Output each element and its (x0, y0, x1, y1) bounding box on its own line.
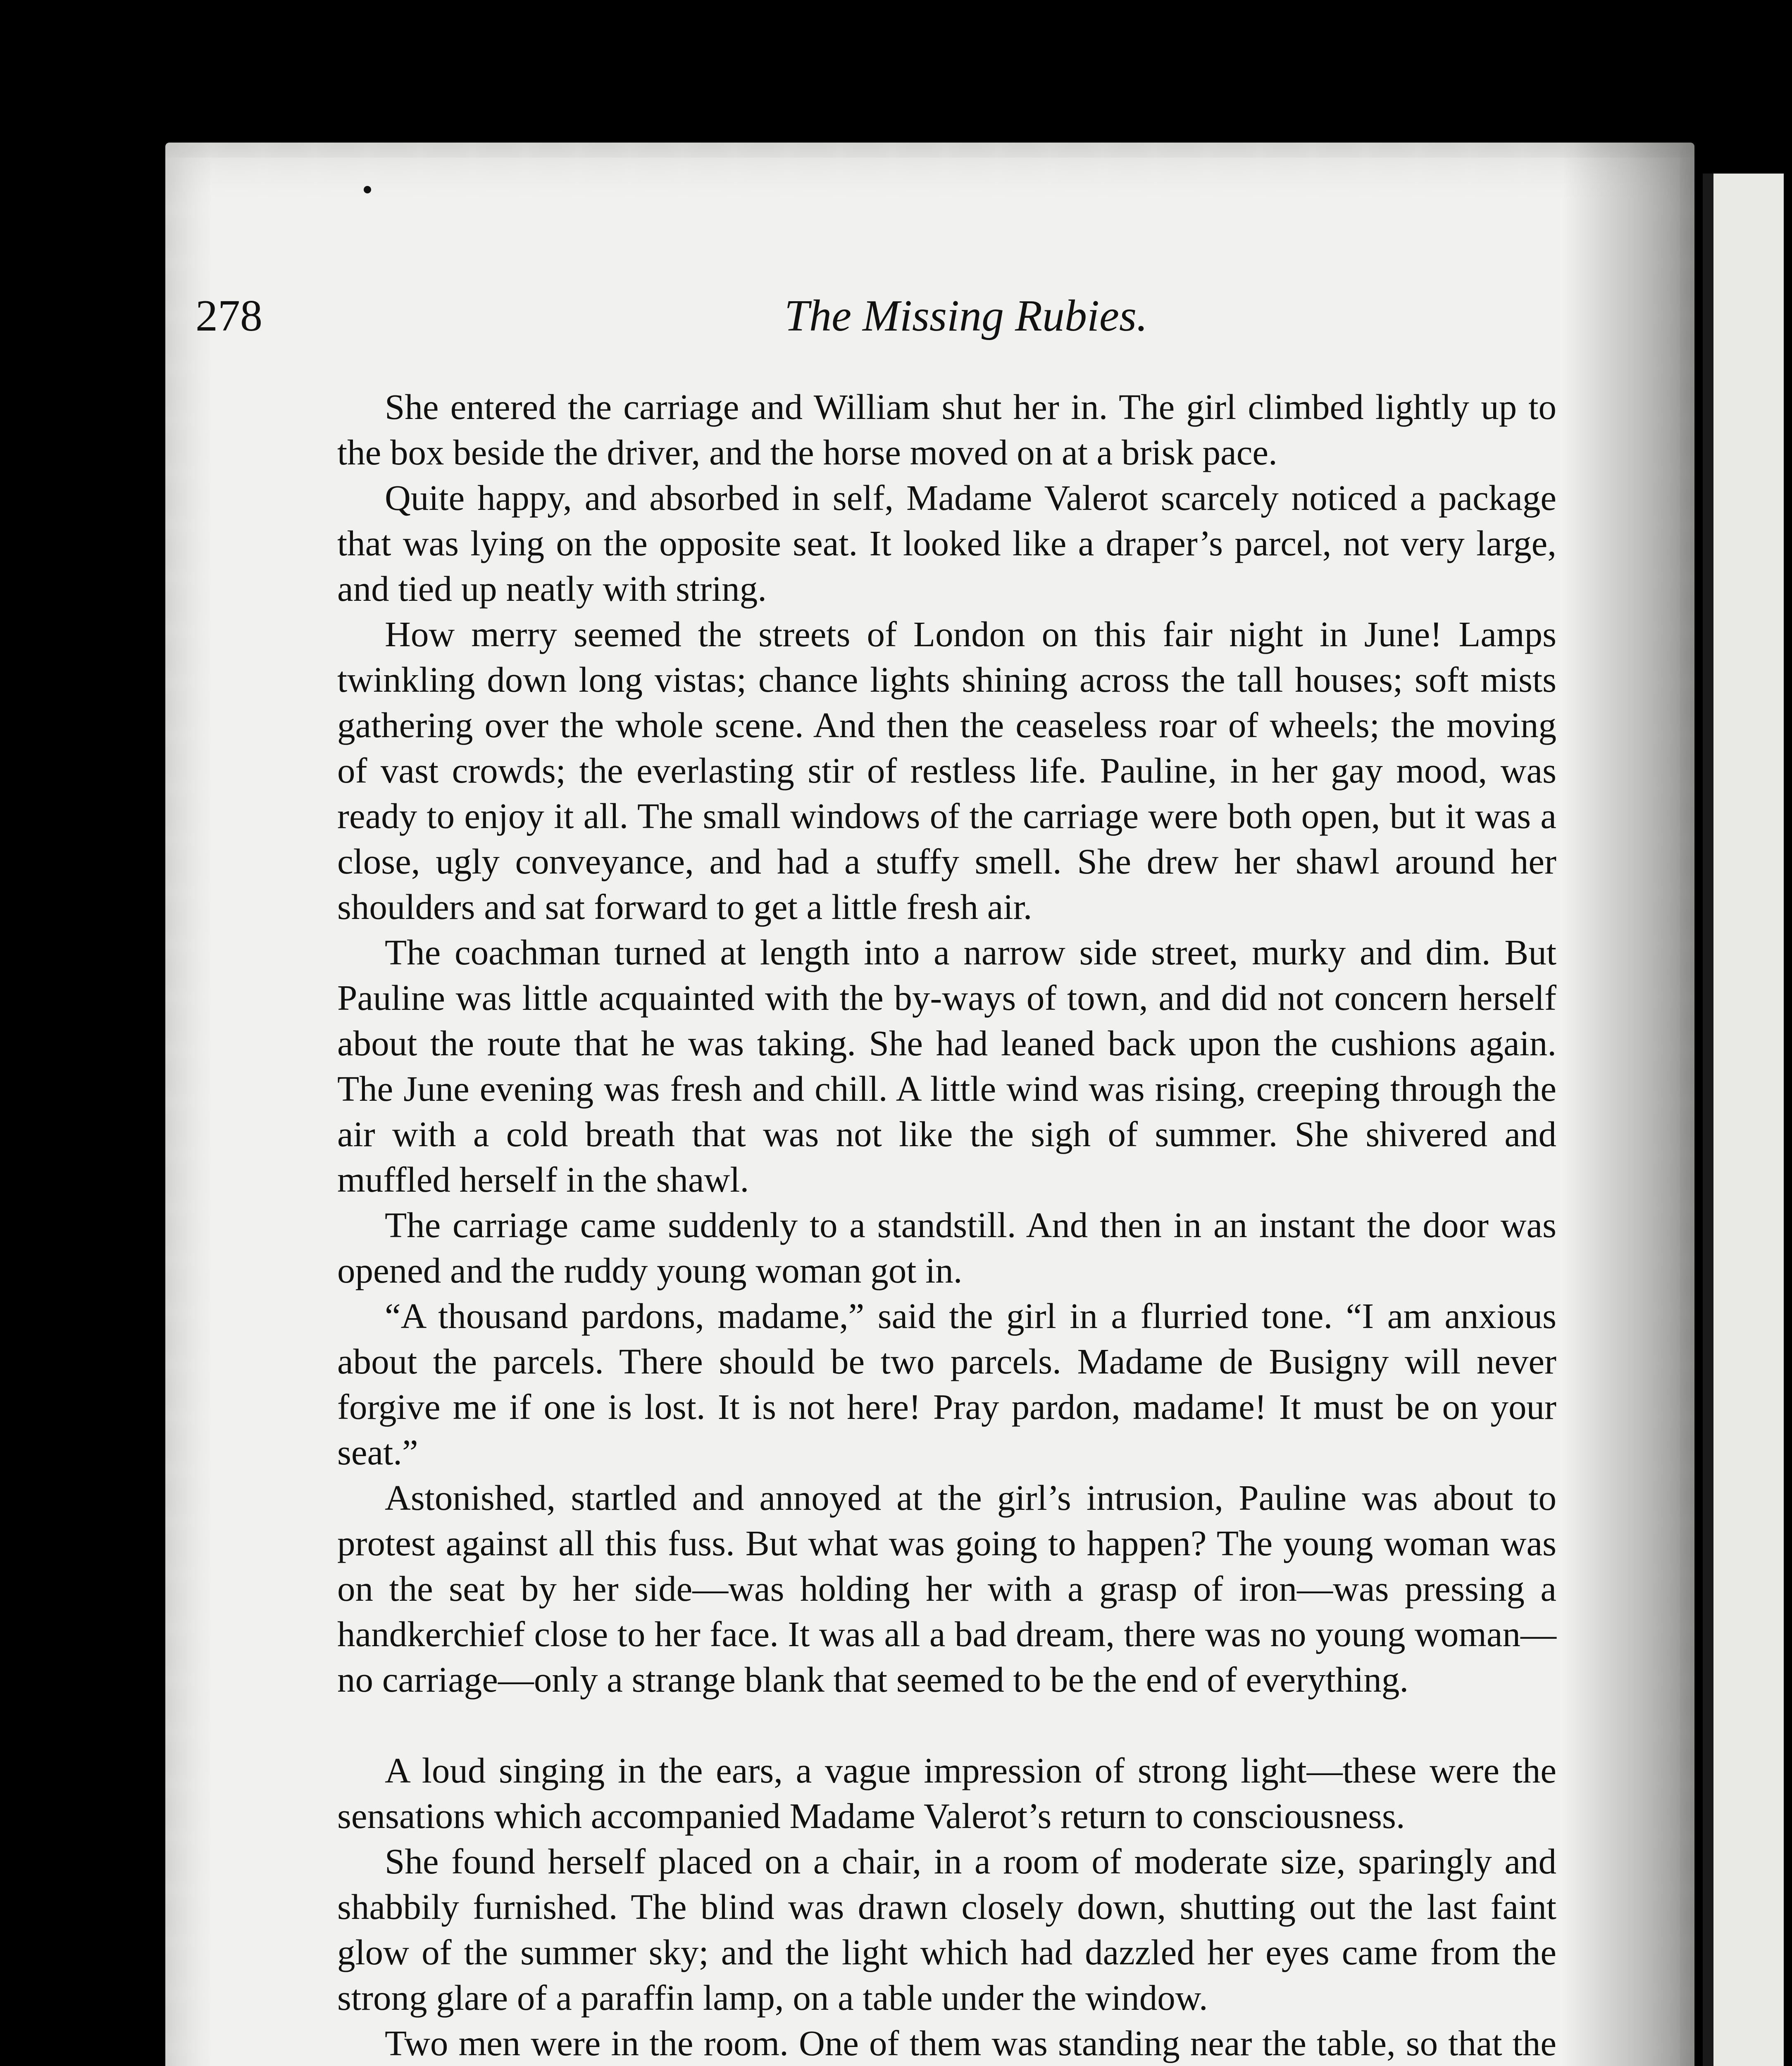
paragraph: How merry seemed the streets of London on this fair night in June! Lamps twinkling down long vistas; chance lights shining across the tall houses; soft mists gathering over the whole scene. And then the ceaseless roar of wheels; the moving of vast crowds; the everlasting stir of restless life. Pauline, in her gay mood, was ready to enjoy it all. The small windows of the carriage were both open, but it was a close, ugly conveyance, and had a stuffy smell. She drew her shawl around her shoulders and sat forward to get a little fresh air. (337, 614, 1556, 927)
facing-page-edge (1703, 174, 1784, 2066)
paragraph: She entered the carriage and William shut her in. The girl climbed lightly up to the box beside the driver, and the horse moved on at a brisk pace. (337, 387, 1556, 472)
paragraph: Astonished, startled and annoyed at the girl’s intrusion, Pauline was about to protest against all this fuss. But what was going to happen? The young woman was on the seat by her side—was holding her with a grasp of iron—was pressing a handkerchief close to her face. It was all a bad dream, there was no young woman—no carriage—only a strange blank that seemed to be the end of everything. (337, 1478, 1556, 1699)
running-title: The Missing Rubies. (784, 291, 1148, 340)
paragraph: She found herself placed on a chair, in a room of moderate size, sparingly and shabbily furnished. The blind was drawn closely down, shutting out the last faint glow of the summer sky; and the light which had dazzled her eyes came from the strong glare of a paraffin lamp, on a table under the window. (337, 1841, 1556, 2018)
paragraph: Two men were in the room. One of them was standing near the table, so that the (385, 2023, 1556, 2063)
paragraph: “A thousand pardons, madame,” said the girl in a flurried tone. “I am anxious about the parcels. There should be two parcels. Madame de Busigny will never forgive me if one is lost. It is not here! Pray pardon, madame! It must be on your seat.” (337, 1296, 1556, 1472)
body-text (337, 384, 1556, 2066)
paragraph: A loud singing in the ears, a vague impression of strong light—these were the sensations which accompanied Madame Valerot’s return to consciousness. (337, 1750, 1556, 1836)
running-head (195, 285, 1435, 347)
page-number: 278 (195, 291, 262, 340)
paragraph: The coachman turned at length into a narrow side street, murky and dim. But Pauline was little acquainted with the by-ways of town, and did not concern herself about the route that he was taking. She had leaned back upon the cushions again. The June evening was fresh and chill. A little wind was rising, creeping through the air with a cold breath that was not like the sigh of summer. She shivered and muffled herself in the shawl. (337, 932, 1556, 1200)
page-gutter-shadow (1562, 143, 1694, 2066)
paragraph: Quite happy, and absorbed in self, Madame Valerot scarcely noticed a package that was lying on the opposite seat. It looked like a draper’s parcel, not very large, and tied up neatly with string. (337, 478, 1556, 609)
paragraph: The carriage came suddenly to a standstill. And then in an instant the door was opened and the ruddy young woman got in. (337, 1205, 1556, 1290)
paper-speck (364, 186, 371, 193)
